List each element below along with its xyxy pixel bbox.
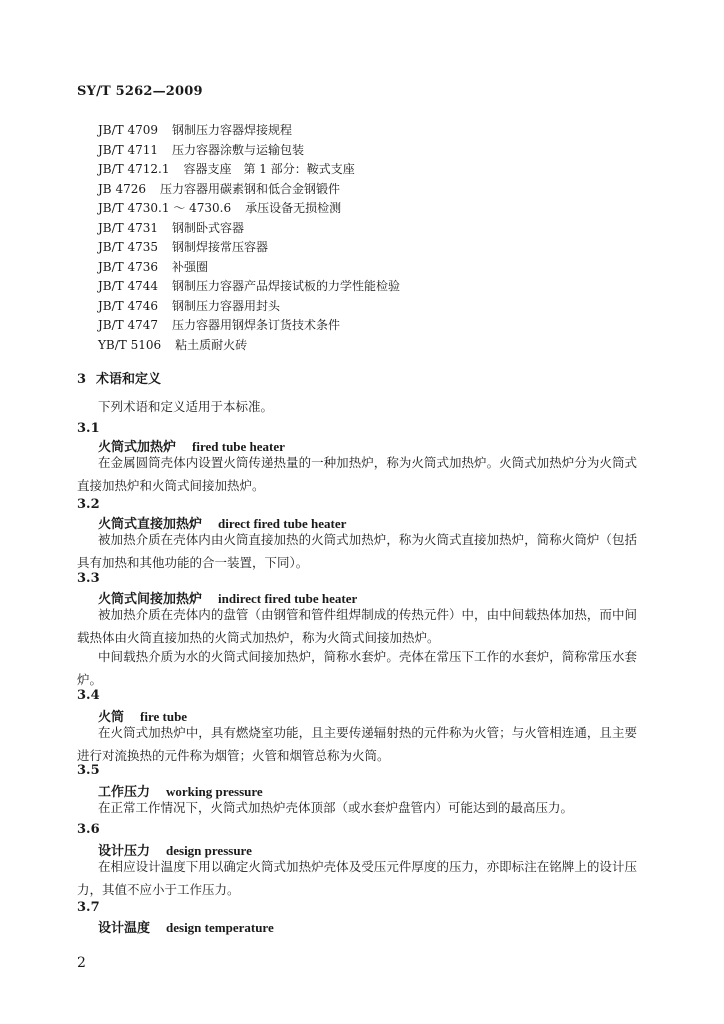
reference-title: 压力容器用钢焊条订货技术条件 bbox=[172, 318, 341, 332]
reference-code: JB/T 4746 bbox=[98, 298, 159, 313]
reference-title: 钢制卧式容器 bbox=[172, 220, 245, 235]
term-chinese: 设计温度 bbox=[98, 921, 151, 936]
clause-number: 3.6 bbox=[77, 822, 100, 837]
reference-item bbox=[98, 199, 400, 219]
reference-item bbox=[98, 180, 400, 200]
definition-paragraph: 在相应设计温度下用以确定火筒式加热炉壳体及受压元件厚度的压力，亦即标注在铭牌上的设计压力，其值不应小于工作压力。 bbox=[77, 859, 637, 897]
reference-item bbox=[98, 336, 400, 356]
term-chinese: 工作压力 bbox=[98, 785, 151, 800]
section-title: 术语和定义 bbox=[96, 372, 162, 387]
reference-title: 粘土质耐火砖 bbox=[175, 337, 248, 352]
reference-code: JB/T 4747 bbox=[98, 318, 159, 332]
clause-number: 3.7 bbox=[77, 900, 100, 915]
definition-paragraph: 在金属圆筒壳体内设置火筒传递热量的一种加热炉，称为火筒式加热炉。火筒式加热炉分为火筒式直接加热炉和火筒式间接加热炉。 bbox=[77, 455, 637, 493]
reference-code: JB/T 4730.1 ～ 4730.6 bbox=[98, 201, 232, 215]
section-heading bbox=[77, 368, 161, 387]
reference-code: JB/T 4712.1 bbox=[98, 162, 170, 176]
term-english: design pressure bbox=[166, 843, 252, 858]
reference-code: YB/T 5106 bbox=[98, 337, 162, 352]
reference-code: JB/T 4731 bbox=[98, 220, 159, 235]
reference-item bbox=[98, 238, 400, 258]
term-heading bbox=[98, 917, 274, 936]
term-english: indirect fired tube heater bbox=[218, 591, 358, 606]
term-chinese: 火筒式间接加热炉 bbox=[98, 592, 203, 607]
reference-code: JB/T 4735 bbox=[98, 240, 159, 254]
reference-item bbox=[98, 316, 400, 336]
term-chinese: 火筒 bbox=[98, 710, 125, 725]
definition-paragraph: 在正常工作情况下，火筒式加热炉壳体顶部（或水套炉盘管内）可能达到的最高压力。 bbox=[98, 800, 574, 815]
section-number: 3 bbox=[77, 372, 87, 387]
reference-title: 压力容器涂敷与运输包装 bbox=[172, 142, 305, 157]
term-english: direct fired tube heater bbox=[218, 516, 347, 531]
reference-title: 容器支座 第 1 部分：鞍式支座 bbox=[183, 162, 355, 176]
normative-references-list bbox=[98, 121, 400, 355]
reference-title: 压力容器用碳素钢和低合金钢锻件 bbox=[159, 181, 340, 196]
clause-number: 3.2 bbox=[77, 497, 100, 512]
clause-number: 3.5 bbox=[77, 763, 100, 778]
reference-item bbox=[98, 258, 400, 278]
reference-title: 钢制焊接常压容器 bbox=[172, 240, 269, 254]
term-chinese: 火筒式加热炉 bbox=[98, 440, 177, 455]
term-chinese: 火筒式直接加热炉 bbox=[98, 517, 203, 532]
term-english: design temperature bbox=[166, 920, 274, 935]
reference-code: JB 4726 bbox=[98, 181, 146, 196]
term-english: fire tube bbox=[140, 709, 188, 724]
reference-title: 钢制压力容器用封头 bbox=[172, 298, 281, 313]
page-number: 2 bbox=[77, 955, 86, 971]
term-english: working pressure bbox=[166, 784, 263, 799]
reference-item bbox=[98, 277, 400, 297]
reference-code: JB/T 4736 bbox=[98, 259, 159, 274]
clause-number: 3.3 bbox=[77, 571, 100, 586]
clause-number: 3.4 bbox=[77, 688, 100, 703]
reference-item bbox=[98, 297, 400, 317]
term-english: fired tube heater bbox=[192, 439, 285, 454]
reference-item bbox=[98, 121, 400, 141]
term-chinese: 设计压力 bbox=[98, 844, 151, 859]
reference-title: 钢制压力容器产品焊接试板的力学性能检验 bbox=[172, 279, 401, 293]
reference-title: 补强圈 bbox=[172, 259, 209, 274]
definition-paragraph: 被加热介质在壳体内由火筒直接加热的火筒式加热炉，称为火筒式直接加热炉，简称火筒炉（包括具有加热和其他功能的合一装置，下同）。 bbox=[77, 532, 637, 570]
definition-paragraph: 中间载热介质为水的火筒式间接加热炉，简称水套炉。壳体在常压下工作的水套炉，简称常压水套炉。 bbox=[77, 649, 637, 687]
reference-item bbox=[98, 219, 400, 239]
standard-header: SY/T 5262—2009 bbox=[77, 84, 203, 99]
reference-code: JB/T 4744 bbox=[98, 279, 159, 293]
reference-item bbox=[98, 141, 400, 161]
definition-paragraph: 被加热介质在壳体内的盘管（由钢管和管件组焊制成的传热元件）中，由中间载热体加热，而中间载热体由火筒直接加热的火筒式加热炉，称为火筒式间接加热炉。 bbox=[77, 607, 637, 645]
reference-title: 钢制压力容器焊接规程 bbox=[172, 123, 293, 137]
section-intro: 下列术语和定义适用于本标准。 bbox=[98, 399, 274, 414]
reference-code: JB/T 4709 bbox=[98, 123, 159, 137]
reference-item bbox=[98, 160, 400, 180]
clause-number: 3.1 bbox=[77, 421, 100, 436]
reference-title: 承压设备无损检测 bbox=[245, 201, 342, 215]
definition-paragraph: 在火筒式加热炉中，具有燃烧室功能，且主要传递辐射热的元件称为火管；与火管相连通，且主要进行对流换热的元件称为烟管；火管和烟管总称为火筒。 bbox=[77, 725, 637, 763]
reference-code: JB/T 4711 bbox=[98, 142, 159, 157]
